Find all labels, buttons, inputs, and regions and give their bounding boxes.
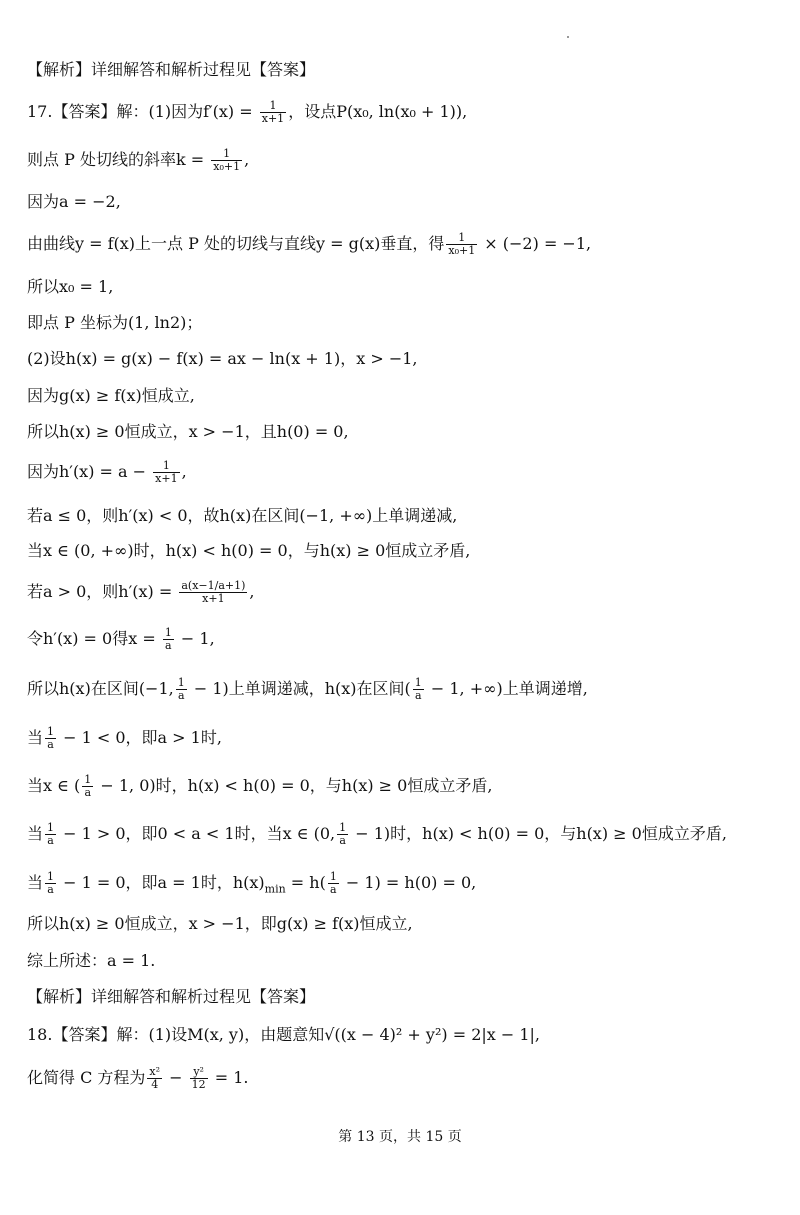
text-line: 所以h(x) ≥ 0恒成立，x > −1，即g(x) ≥ f(x)恒成立, <box>27 914 413 933</box>
scan-dot <box>567 36 569 38</box>
fraction: $\frac{1}{a}$ <box>47 821 55 848</box>
derivative-positive-line: 若a > 0，则h′(x) = $\frac{a(x-1/a+1)}{x+1}$ , <box>27 579 255 606</box>
fraction: $\frac{1}{a}$ <box>177 676 185 703</box>
text-line: 因为g(x) ≥ f(x)恒成立, <box>27 386 195 405</box>
fraction: $\frac{1}{x+1}$ <box>155 459 178 486</box>
text-line: 综上所述：a = 1. <box>27 951 156 970</box>
text-line: 所以x₀ = 1, <box>27 277 114 296</box>
fraction: $\frac{1}{a}$ <box>47 870 55 897</box>
case-line: 当 $\frac{1}{a}$ − 1 = 0，即a = 1时，$h(x)_{min} = h$( $\frac{1}{a}$ − 1) = h(0) = 0, <box>27 870 477 897</box>
derivative-line: 因为h′(x) = a − $\frac{1}{x+1}$ , <box>27 459 187 486</box>
fraction: $\frac{1}{\text{x₀+1}}$ <box>448 231 476 258</box>
fraction: $\frac{1}{a}$ <box>84 773 92 800</box>
text-line: 即点 P 坐标为(1, ln2)； <box>27 313 203 332</box>
fraction: $\frac{1}{x+1}$ <box>261 99 285 126</box>
answer-18-line: 18.【答案】解：(1)设M(x, y)，由题意知√((x − 4)² + y²) = 2|x − 1|, <box>27 1025 541 1044</box>
answer-17-line: 17.【答案】解：(1)因为f′(x) = $\frac{1}{x+1}$ ，设点P(x₀, ln(x₀ + 1)), <box>27 99 468 126</box>
monotonic-line: 所以h(x)在区间(−1, $\frac{1}{a}$ − 1)上单调递减，h(x)在区间( $\frac{1}{a}$ − 1, +∞)上单调递增, <box>27 676 588 703</box>
perpendicular-line: 由曲线y = f(x)上一点 P 处的切线与直线y = g(x)垂直，得 $\frac{1}{\text{x₀+1}}$ × (−2) = −1, <box>27 231 592 258</box>
fraction: $\frac{1}{\text{x₀+1}}$ <box>213 147 241 174</box>
text-line: 当x ∈ (0, +∞)时，h(x) < h(0) = 0，与h(x) ≥ 0恒成立矛盾, <box>27 541 471 560</box>
zero-line: 令h′(x) = 0得x = $\frac{1}{a}$ − 1, <box>27 626 215 653</box>
slope-line: 则点 P 处切线的斜率k = $\frac{1}{\text{x₀+1}}$ , <box>27 147 250 174</box>
case-line: 当x ∈ ( $\frac{1}{a}$ − 1, 0)时，h(x) < h(0) = 0，与h(x) ≥ 0恒成立矛盾, <box>27 773 493 800</box>
case-line: 当 $\frac{1}{a}$ − 1 > 0，即0 < a < 1时，当x ∈ (0, $\frac{1}{a}$ − 1)时，h(x) < h(0) = 0，与h(x) ≥ 0恒成立矛盾, <box>27 821 727 848</box>
fraction: $\frac{1}{a}$ <box>414 676 422 703</box>
fraction: $\frac{1}{a}$ <box>164 626 172 653</box>
fraction: $\frac{1}{a}$ <box>329 870 337 897</box>
fraction: $\frac{1}{a}$ <box>339 821 347 848</box>
analysis-line: 【解析】详细解答和解析过程见【答案】 <box>27 60 316 79</box>
page-footer: 第 13 页，共 15 页 <box>338 1129 462 1145</box>
fraction: $\frac{\text{y²}}{12}$ <box>191 1065 206 1092</box>
text-line: 若a ≤ 0，则h′(x) < 0，故h(x)在区间(−1, +∞)上单调递减, <box>27 506 458 525</box>
text-line: 所以h(x) ≥ 0恒成立，x > −1，且h(0) = 0, <box>27 422 349 441</box>
text-line: (2)设h(x) = g(x) − f(x) = ax − ln(x + 1)，x > −1, <box>27 349 418 368</box>
fraction: $\frac{1}{a}$ <box>47 725 55 752</box>
equation-line: 化简得 C 方程为 $\frac{\text{x²}}{4}$ − $\frac{\text{y²}}{12}$ = 1. <box>27 1065 249 1092</box>
fraction: $\frac{a(x-1/a+1)}{x+1}$ <box>181 579 246 606</box>
fraction: $\frac{\text{x²}}{4}$ <box>149 1065 161 1092</box>
text-line: 因为a = −2, <box>27 192 121 211</box>
case-line: 当 $\frac{1}{a}$ − 1 < 0，即a > 1时, <box>27 725 222 752</box>
analysis-line: 【解析】详细解答和解析过程见【答案】 <box>27 987 316 1006</box>
